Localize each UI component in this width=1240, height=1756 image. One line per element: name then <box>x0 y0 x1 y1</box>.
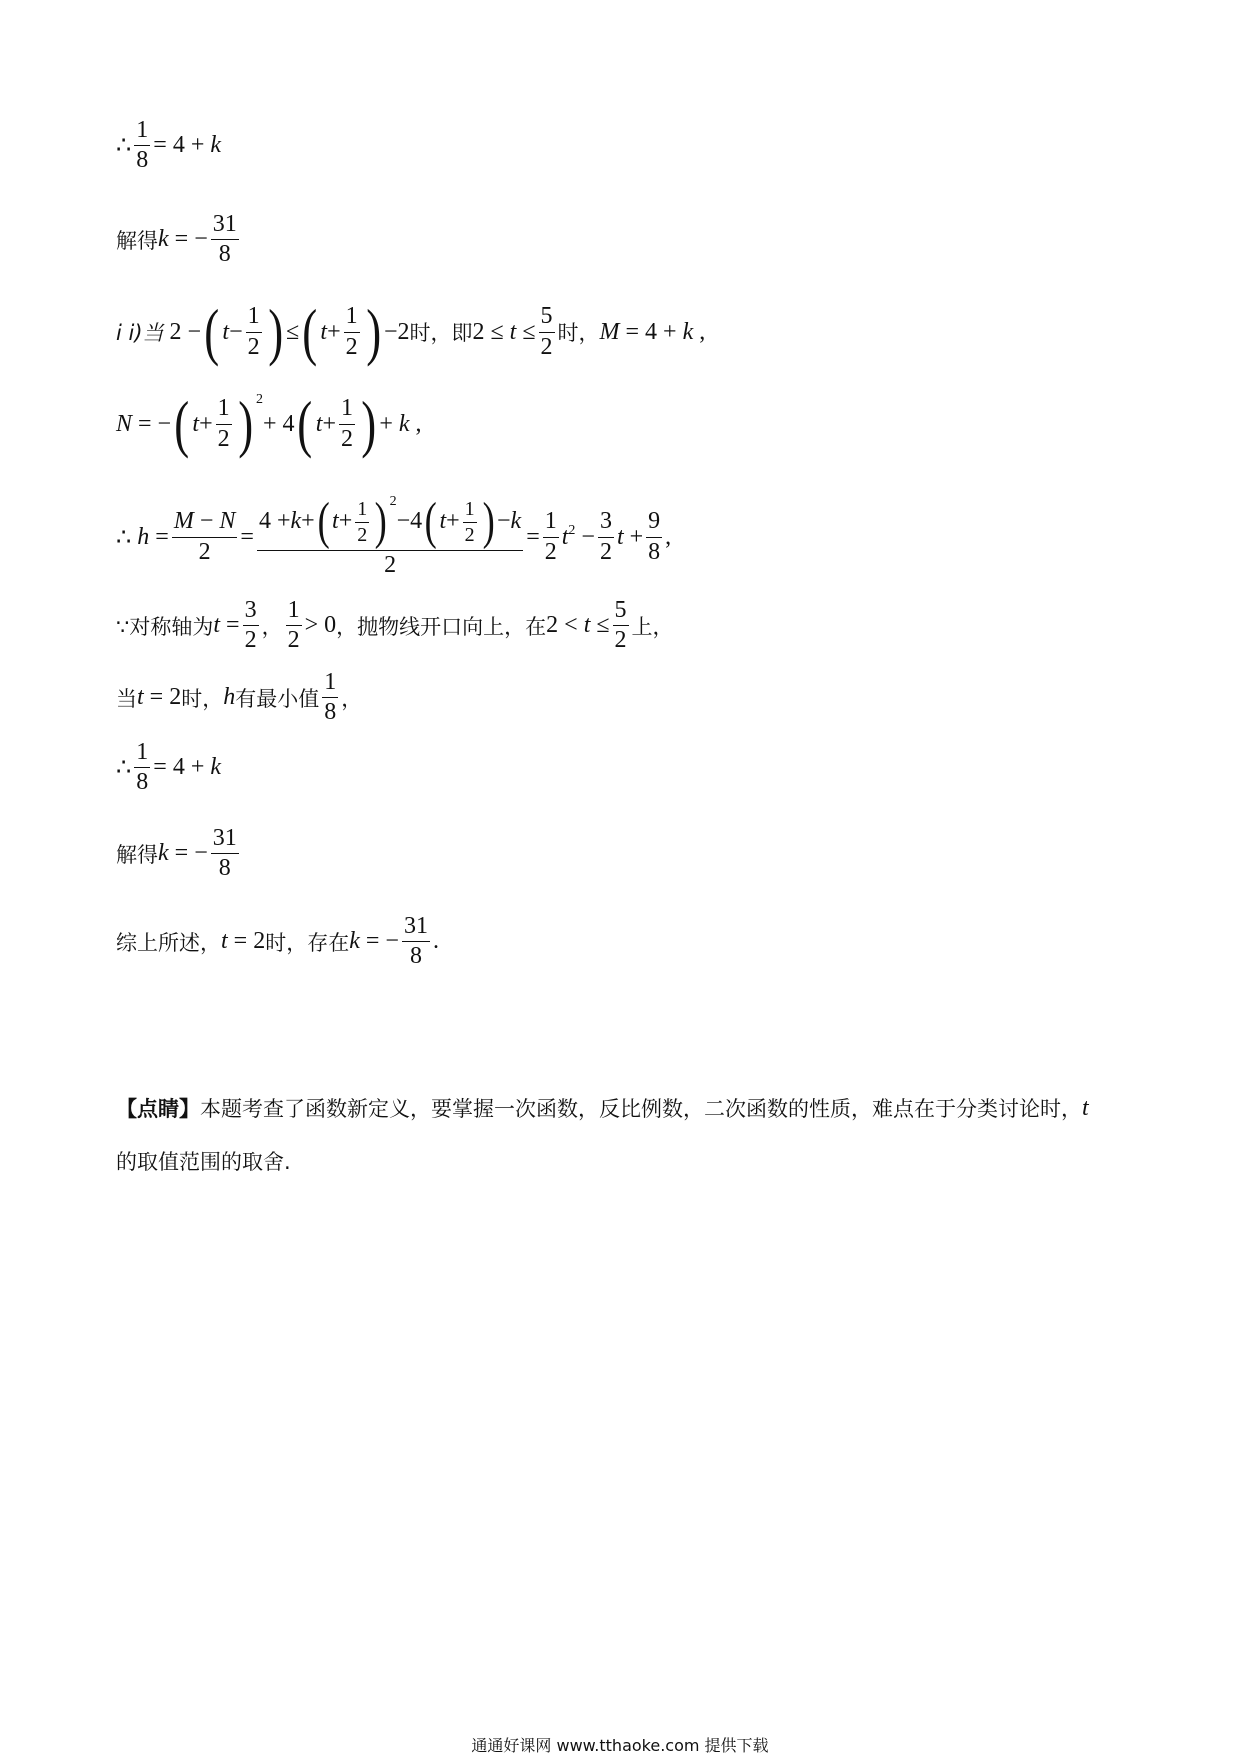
text: 解得 <box>116 228 158 253</box>
big-fraction: 4 + k + ( t + $\frac{1}{2}$ ) 2 −4 ( t + $\frac{1}{2}$ ) − k 2 <box>258 493 522 578</box>
expr: = 4 + k <box>153 132 222 159</box>
expr: 2 − <box>169 318 202 345</box>
equation-line-3: i i)当 2 − ( t − $\frac{1}{2}$ ) ≤ ( t + $\frac{1}{2}$ ) −2 时，即 2 ≤ t ≤ $\frac{5}{2}$ 时， M = 4 + k , <box>116 296 706 367</box>
equation-line-1 <box>116 118 221 173</box>
fraction: $\frac{1}{8}$ <box>136 117 149 174</box>
note-line-2 <box>116 1146 291 1176</box>
equation-line-10: 综上所述， t = 2 时，存在 k = − $\frac{31}{8}$ . <box>116 913 439 970</box>
equation-line-4: N = − ( t + $\frac{1}{2}$ ) 2 + 4 ( t + $\frac{1}{2}$ ) + k , <box>116 388 422 459</box>
note-label: 【点睛】 <box>116 1097 200 1121</box>
therefore-symbol: ∴ <box>116 133 132 160</box>
page-footer: 通通好课网 www.tthaoke.com 提供下载 <box>471 1736 769 1755</box>
note-line-1: 【点睛】 本题考查了函数新定义，要掌握一次函数，反比例数，二次函数的性质，难点在于分类讨论时， t <box>116 1094 1089 1121</box>
case-label: i i)当 <box>116 321 164 345</box>
equation-line-9: 解得 k = − $\frac{31}{8}$ <box>116 825 237 882</box>
equation-line-2 <box>116 212 242 267</box>
equation-line-5: ∴ h = $\frac{M - N}{2}$ = 4 + k + ( t + $\frac{1}{2}$ ) 2 −4 ( t + $\frac{1}{2}$ ) − k 2 = $\frac{1}{2}$ $t^2$ − $\frac{3}{2}$ t + $\frac{9}{8}$ , <box>116 493 672 578</box>
equation-line-7: 当 t = 2 时， h 有最小值 $\frac{1}{8}$ ， <box>116 669 363 726</box>
equation-line-6: ∵对称轴为 t = $\frac{3}{2}$ ， $\frac{1}{2}$ > 0 ，抛物线开口向上，在 2 < t ≤ $\frac{5}{2}$ 上， <box>116 597 674 654</box>
note-text: 本题考查了函数新定义，要掌握一次函数，反比例数，二次函数的性质，难点在于分类讨论时， <box>200 1097 1082 1121</box>
fraction: $\frac{31}{8}$ <box>212 211 237 268</box>
expr: k = − <box>158 226 208 253</box>
note-text: 的取值范围的取舍. <box>116 1150 291 1174</box>
equation-line-8: ∴ $\frac{1}{8}$ = 4 + k <box>116 739 222 796</box>
